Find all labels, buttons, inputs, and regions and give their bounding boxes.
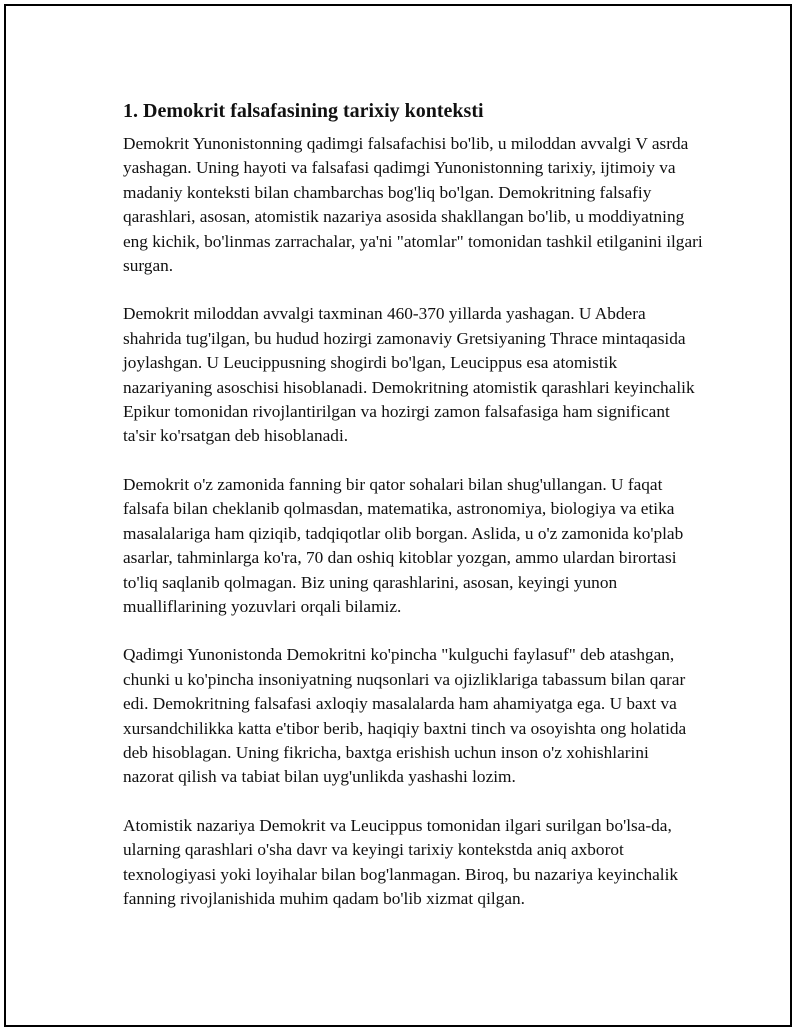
paragraph-1: Demokrit Yunonistonning qadimgi falsafachisi bo'lib, u miloddan avvalgi V asrda yashagan. Uning hayoti va falsafasi qadimgi Yunonistonning tarixiy, ijtimoiy va madaniy konteksti bilan chambarchas bog'liq bo'lgan. Demokritning falsafiy qarashlari, asosan, atomistik nazariya asosida shakllangan bo'lib, u moddiyatning eng kichik, bo'linmas zarrachalar, ya'ni "atomlar" tomonidan tashkil etilganini ilgari surgan. bbox=[123, 134, 703, 276]
paragraph-2: Demokrit miloddan avvalgi taxminan 460-370 yillarda yashagan. U Abdera shahrida tug'ilgan, bu hudud hozirgi zamonaviy Gretsiyaning Thrace mintaqasida joylashgan. U Leucippusning shogirdi bo'lgan, Leucippus esa atomistik nazariyaning asoschisi hisoblanadi. Demokritning atomistik qarashlari keyinchalik Epikur tomonidan rivojlantirilgan va hozirgi zamon falsafasiga ham significant ta'sir ko'rsatgan deb hisoblanadi. bbox=[123, 304, 695, 446]
page-frame bbox=[4, 4, 792, 1027]
paragraph-3: Demokrit o'z zamonida fanning bir qator sohalari bilan shug'ullangan. U faqat falsafa bilan cheklanib qolmasdan, matematika, astronomiya, biologiya va etika masalalariga ham qiziqib, tadqiqotlar olib borgan. Aslida, u o'z zamonida ko'plab asarlar, tahminlarga ko'ra, 70 dan oshiq kitoblar yozgan, ammo ulardan birortasi to'liq saqlanib qolmagan. Biz uning qarashlarini, asosan, keyingi yunon mualliflarining yozuvlari orqali bilamiz. bbox=[123, 474, 684, 616]
paragraph-4: Qadimgi Yunonistonda Demokritni ko'pincha "kulguchi faylasuf" deb atashgan, chunki u ko'pincha insoniyatning nuqsonlari va ojizliklariga tabassum bilan qarar edi. Demokritning falsafasi axloqiy masalalarda ham ahamiyatga ega. U baxt va xursandchilikka katta e'tibor berib, haqiqiy baxtni tinch va osoyishta ong holatida deb hisoblagan. Uning fikricha, baxtga erishish uchun inson o'z xohishlarini nazorat qilish va tabiat bilan uyg'unlikda yashashi lozim. bbox=[123, 645, 687, 787]
document-body bbox=[123, 98, 703, 935]
paragraph-5: Atomistik nazariya Demokrit va Leucippus tomonidan ilgari surilgan bo'lsa-da, ularning qarashlari o'sha davr va keyingi tarixiy kontekstda aniq axborot texnologiyasi yoki loyihalar bilan bog'lanmagan. Biroq, bu nazariya keyinchalik fanning rivojlanishida muhim qadam bo'lib xizmat qilgan. bbox=[123, 815, 679, 908]
section-heading: 1. Demokrit falsafasining tarixiy konteksti bbox=[123, 100, 484, 122]
